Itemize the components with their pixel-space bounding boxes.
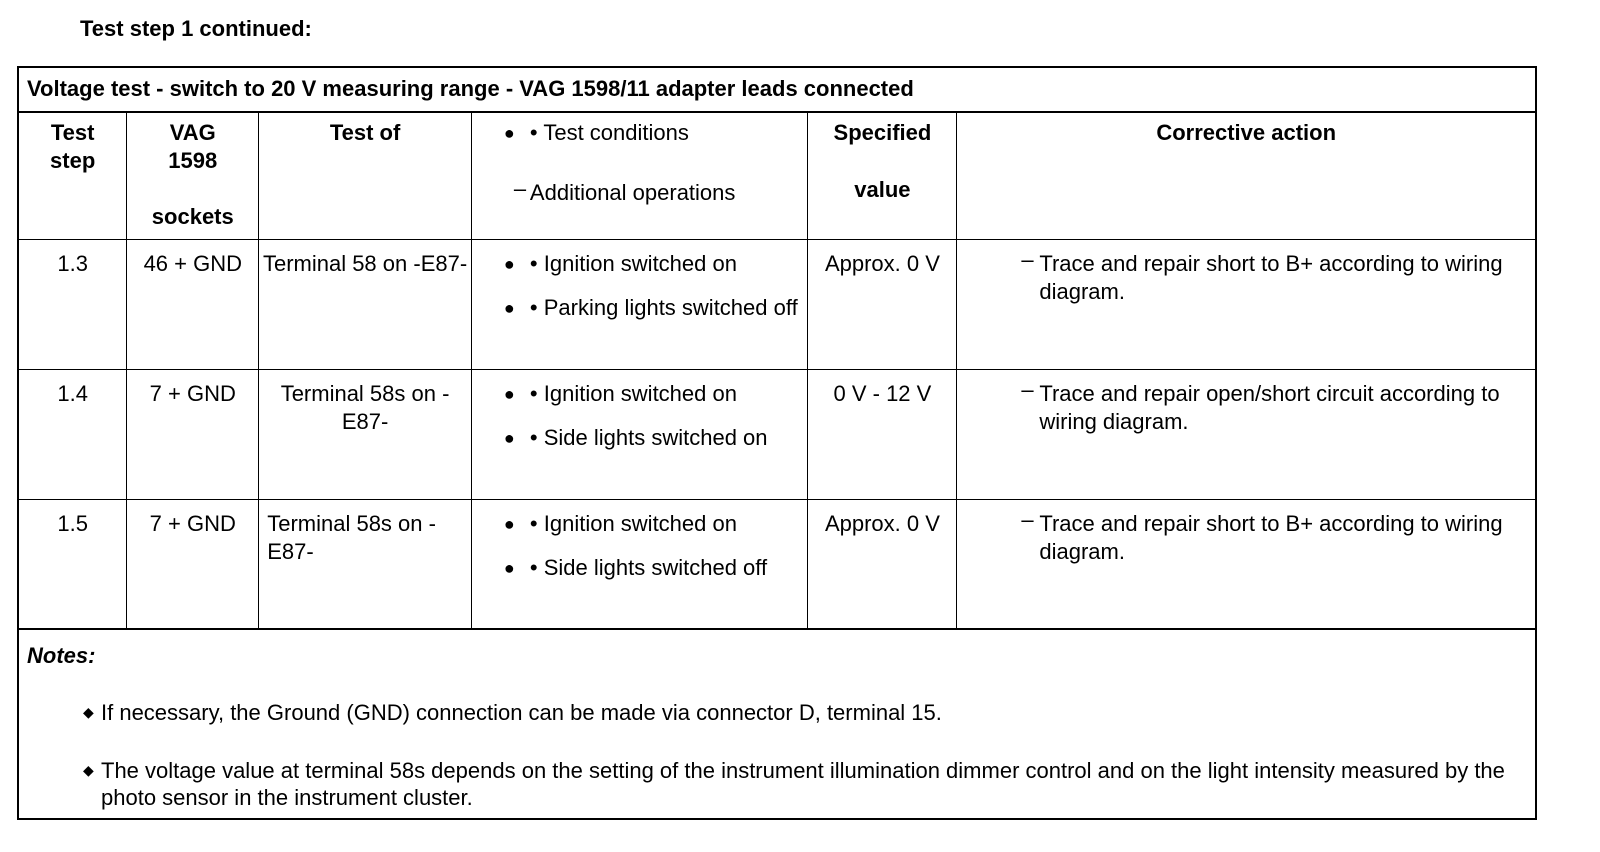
row-step: 1.4 — [19, 369, 127, 499]
row-specified: 0 V - 12 V — [808, 369, 957, 499]
header-row — [19, 111, 1535, 239]
note-item: ◆ If necessary, the Ground (GND) connection can be made via connector D, terminal 15. — [83, 700, 942, 725]
dash-icon: – — [1021, 376, 1034, 402]
bullet-icon: ● — [503, 123, 515, 143]
row-test-of: Terminal 58s on -E87- — [259, 499, 472, 629]
row-action: – Trace and repair short to B+ according to wiring diagram. — [957, 499, 1535, 629]
diamond-bullet-icon: ◆ — [83, 762, 94, 778]
row-specified: Approx. 0 V — [808, 239, 957, 369]
dash-icon: – — [513, 176, 527, 201]
header-corrective-action: Corrective action — [957, 111, 1535, 239]
bullet-icon: ● — [503, 513, 515, 534]
row-conditions: ● • Ignition switched on ● • Side lights switched off — [471, 499, 808, 629]
diamond-bullet-icon: ◆ — [83, 704, 94, 720]
row-specified: Approx. 0 V — [808, 499, 957, 629]
bullet-icon: ● — [503, 383, 515, 404]
header-specified-value: Specified value — [808, 111, 957, 239]
bullet-icon: ● — [503, 297, 515, 318]
table-row — [19, 499, 1535, 629]
header-test-step: Test step — [19, 111, 127, 239]
bullet-icon: ● — [503, 427, 515, 448]
row-conditions: ● • Ignition switched on ● • Side lights switched on — [471, 369, 808, 499]
dash-icon: – — [1021, 246, 1034, 272]
dash-icon: – — [1021, 506, 1034, 532]
notes-title: Notes: — [27, 643, 96, 668]
table-row — [19, 369, 1535, 499]
header-test-of: Test of — [259, 111, 472, 239]
row-conditions: ● • Ignition switched on ● • Parking lights switched off — [471, 239, 808, 369]
note-item: ◆ The voltage value at terminal 58s depends on the setting of the instrument illumination dimmer control and on the light intensity measured by the photo sensor in the instrument cluster. — [83, 758, 1505, 810]
header-conditions: ● • Test conditions – Additional operations — [471, 111, 808, 239]
test-table-frame — [17, 66, 1537, 820]
page-heading: Test step 1 continued: — [80, 16, 312, 41]
bullet-icon: ● — [503, 253, 515, 274]
row-test-of: Terminal 58s on -E87- — [259, 369, 472, 499]
table-row — [19, 239, 1535, 369]
table-caption: Voltage test - switch to 20 V measuring range - VAG 1598/11 adapter leads connected — [19, 68, 1535, 113]
row-action: – Trace and repair open/short circuit according to wiring diagram. — [957, 369, 1535, 499]
row-sockets: 7 + GND — [127, 499, 259, 629]
test-procedure-table — [19, 111, 1535, 630]
bullet-icon: ● — [503, 557, 515, 578]
row-step: 1.3 — [19, 239, 127, 369]
row-action: – Trace and repair short to B+ according to wiring diagram. — [957, 239, 1535, 369]
row-sockets: 46 + GND — [127, 239, 259, 369]
header-sockets: VAG 1598 sockets — [127, 111, 259, 239]
row-sockets: 7 + GND — [127, 369, 259, 499]
row-test-of: Terminal 58 on -E87- — [259, 239, 472, 369]
row-step: 1.5 — [19, 499, 127, 629]
